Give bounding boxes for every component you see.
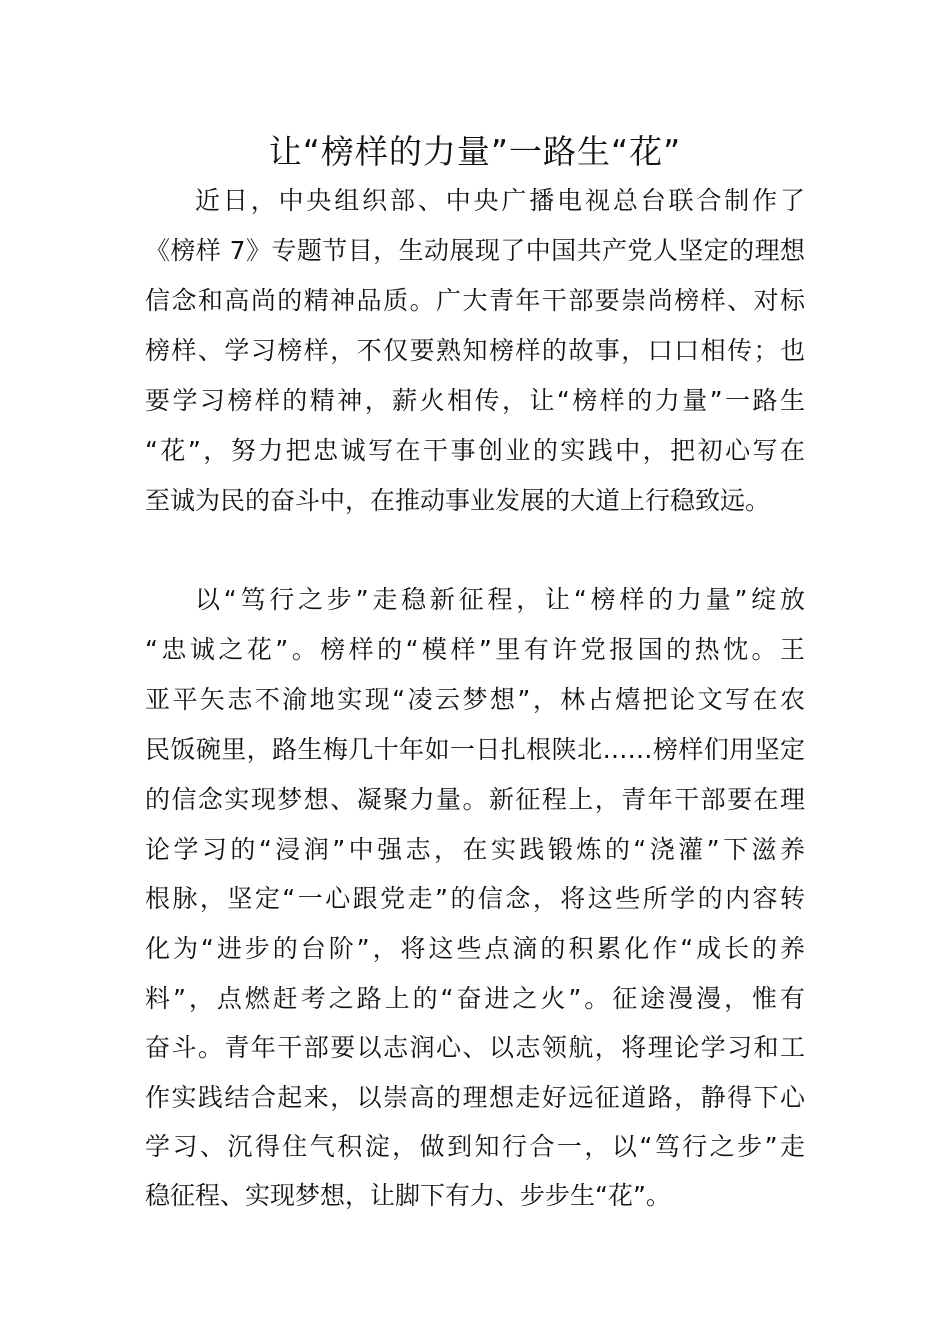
paragraph-line: “忠诚之花”。榜样的“模样”里有许党报国的热忱。王 bbox=[145, 635, 805, 664]
paragraph-line: 稳征程、实现梦想，让脚下有力、步步生“花”。 bbox=[145, 1181, 671, 1210]
paragraph-line: 根脉，坚定“一心跟党走”的信念，将这些所学的内容转 bbox=[145, 884, 805, 913]
document-title: 让“榜样的力量”一路生“花” bbox=[268, 132, 682, 171]
paragraph-line: 作实践结合起来，以崇高的理想走好远征道路，静得下心 bbox=[145, 1083, 805, 1112]
paragraph-line: 化为“进步的台阶”，将这些点滴的积累化作“成长的养 bbox=[145, 934, 805, 963]
paragraph-line: 榜样、学习榜样，不仅要熟知榜样的故事，口口相传；也 bbox=[145, 336, 805, 365]
paragraph-line: 论学习的“浸润”中强志，在实践锻炼的“浇灌”下滋养 bbox=[145, 835, 805, 864]
paragraph-line: 要学习榜样的精神，薪火相传，让“榜样的力量”一路生 bbox=[145, 386, 805, 415]
paragraph-line: 《榜样 7》专题节目，生动展现了中国共产党人坚定的理想 bbox=[145, 236, 805, 265]
paragraph-line: 信念和高尚的精神品质。广大青年干部要崇尚榜样、对标 bbox=[145, 286, 805, 315]
paragraph-line: 奋斗。青年干部要以志润心、以志领航，将理论学习和工 bbox=[145, 1033, 805, 1062]
paragraph-line: 亚平矢志不渝地实现“凌云梦想”，林占熺把论文写在农 bbox=[145, 685, 805, 714]
paragraph-line: 学习、沉得住气积淀，做到知行合一，以“笃行之步”走 bbox=[145, 1132, 805, 1161]
paragraph-line: 以“笃行之步”走稳新征程，让“榜样的力量”绽放 bbox=[195, 585, 805, 614]
paragraph-line: 至诚为民的奋斗中，在推动事业发展的大道上行稳致远。 bbox=[145, 486, 771, 515]
paragraph-line: 料”，点燃赶考之路上的“奋进之火”。征途漫漫，惟有 bbox=[145, 984, 805, 1013]
paragraph-line: 的信念实现梦想、凝聚力量。新征程上，青年干部要在理 bbox=[145, 785, 805, 814]
paragraph-line: 民饭碗里，路生梅几十年如一日扎根陕北……榜样们用坚定 bbox=[145, 735, 805, 764]
paragraph-line: “花”，努力把忠诚写在干事创业的实践中，把初心写在 bbox=[145, 436, 805, 465]
paragraph-line: 近日，中央组织部、中央广播电视总台联合制作了 bbox=[195, 186, 805, 215]
